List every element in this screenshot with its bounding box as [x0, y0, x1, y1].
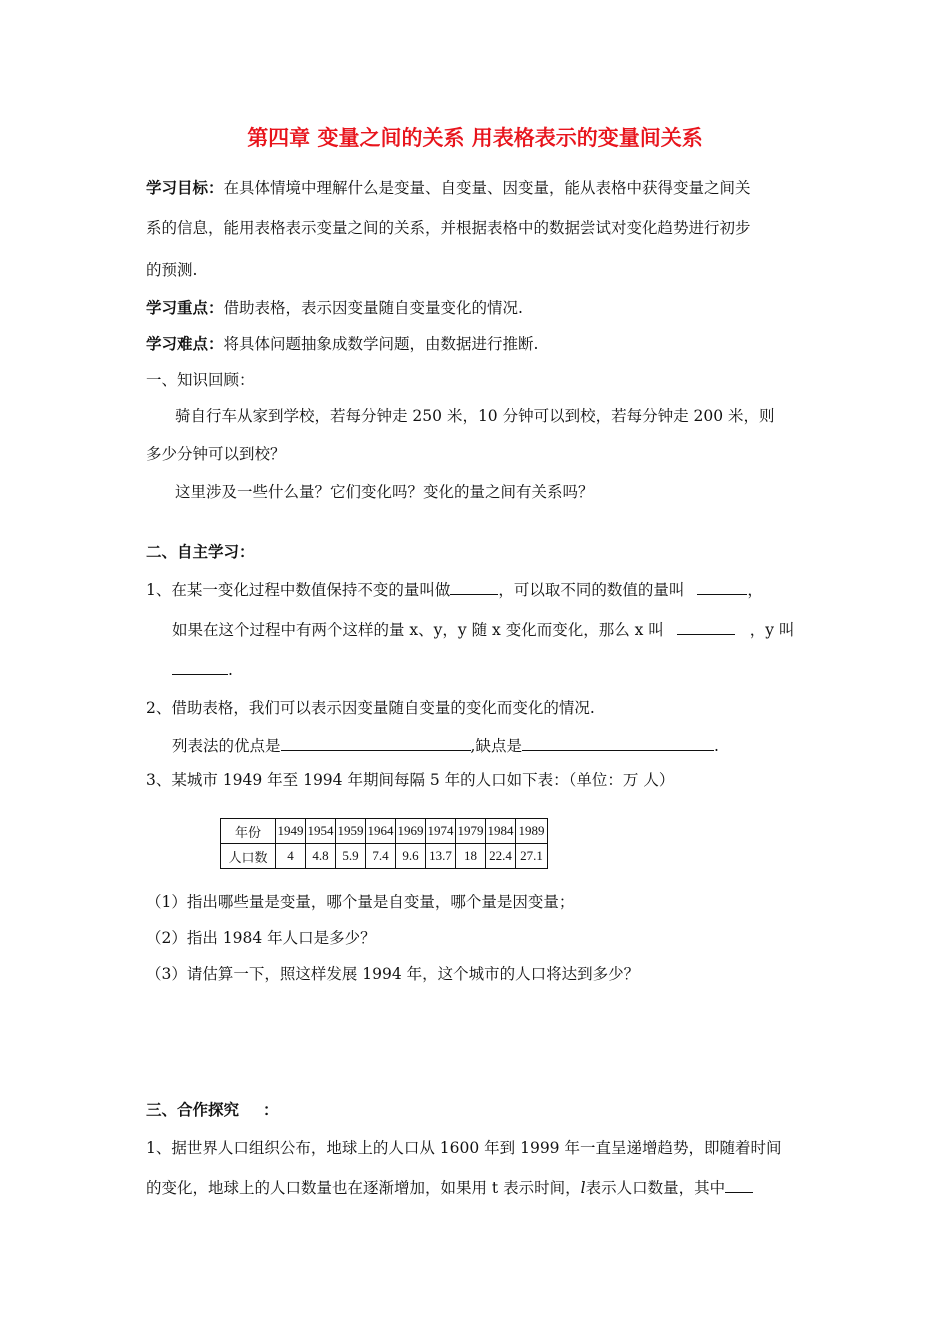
key-point-label: 学习重点：	[146, 299, 224, 317]
table-cell: 1989	[516, 819, 548, 844]
table-cell: 1964	[366, 819, 396, 844]
question-2: 2、借助表格，我们可以表示因变量随自变量的变化而变化的情况.	[146, 699, 595, 717]
table-cell: 22.4	[486, 844, 516, 869]
table-cell: 27.1	[516, 844, 548, 869]
q2-disadvantage-blank[interactable]	[522, 736, 714, 751]
question-1-line2	[172, 618, 794, 640]
sub-question-2: （2）指出 1984 年人口是多少？	[146, 929, 376, 947]
coop-line2	[146, 1176, 753, 1198]
sub-question-1: （1）指出哪些量是变量，哪个量是自变量，哪个量是因变量；	[146, 893, 575, 911]
coop-heading	[146, 1098, 279, 1120]
coop-heading-text: 三、合作探究	[146, 1101, 240, 1119]
question-2-line2	[172, 734, 719, 756]
table-cell: 18	[456, 844, 486, 869]
table-row-years	[221, 819, 548, 844]
self-study-heading: 二、自主学习：	[146, 543, 255, 561]
q1-blank-2[interactable]	[697, 580, 747, 595]
table-cell: 1954	[306, 819, 336, 844]
review-p1-line1: 骑自行车从家到学校，若每分钟走 250 米，10 分钟可以到校，若每分钟走 200 米，则	[175, 407, 775, 425]
population-table	[220, 818, 548, 869]
q1-part-d: 如果在这个过程中有两个这样的量 x、y，y 随 x 变化而变化，那么 x 叫	[172, 621, 664, 639]
table-cell: 1974	[426, 819, 456, 844]
table-cell: 9.6	[396, 844, 426, 869]
table-cell: 7.4	[366, 844, 396, 869]
table-cell: 4	[276, 844, 306, 869]
key-point-text: 借助表格，表示因变量随自变量变化的情况.	[223, 299, 523, 317]
q1-part-f: .	[228, 661, 233, 679]
question-3: 3、某城市 1949 年至 1994 年期间每隔 5 年的人口如下表：（单位：万 人）	[146, 771, 675, 789]
q1-part-c: ，	[747, 581, 763, 599]
q1-part-e: ，y 叫	[749, 621, 795, 639]
table-cell: 1969	[396, 819, 426, 844]
learning-goals-line1: 在具体情境中理解什么是变量、自变量、因变量，能从表格中获得变量之间关	[223, 179, 751, 197]
sub-question-3: （3）请估算一下，照这样发展 1994 年，这个城市的人口将达到多少？	[146, 965, 640, 983]
q2-advantage-label: 列表法的优点是	[172, 737, 281, 755]
review-heading: 一、知识回顾：	[146, 371, 255, 389]
review-p1-line2: 多少分钟可以到校？	[146, 445, 286, 463]
review-p2: 这里涉及一些什么量？它们变化吗？变化的量之间有关系吗？	[175, 483, 594, 501]
question-1-line3	[172, 660, 233, 679]
q2-advantage-blank[interactable]	[281, 736, 471, 751]
difficulty-label: 学习难点：	[146, 335, 224, 353]
coop-line2-text: 的变化，地球上的人口数量也在逐渐增加，如果用 t 表示时间，	[146, 1179, 581, 1197]
q1-blank-3[interactable]	[677, 620, 735, 635]
table-cell: 1959	[336, 819, 366, 844]
learning-goals-label: 学习目标：	[146, 179, 224, 197]
table-header-population: 人口数	[221, 844, 276, 869]
q1-part-a: 1、在某一变化过程中数值保持不变的量叫做	[146, 581, 451, 599]
coop-line2-text-b: 表示人口数量，其中	[585, 1179, 726, 1197]
table-header-year: 年份	[221, 819, 276, 844]
page-title: 第四章 变量之间的关系 用表格表示的变量间关系	[247, 126, 703, 150]
table-cell: 1949	[276, 819, 306, 844]
q1-part-b: ，可以取不同的数值的量叫	[498, 581, 685, 599]
table-cell: 4.8	[306, 844, 336, 869]
coop-heading-colon: ：	[263, 1101, 279, 1119]
table-cell: 5.9	[336, 844, 366, 869]
q2-disadvantage-label: ,缺点是	[470, 737, 522, 755]
learning-goals-line2: 系的信息，能用表格表示变量之间的关系，并根据表格中的数据尝试对变化趋势进行初步	[146, 219, 751, 237]
q1-blank-1[interactable]	[450, 580, 498, 595]
key-point	[146, 296, 523, 318]
coop-line2-variable: l	[580, 1179, 586, 1197]
q1-blank-4[interactable]	[172, 660, 228, 675]
learning-goals	[146, 176, 751, 198]
question-1	[146, 578, 763, 600]
coop-blank-1[interactable]	[725, 1178, 753, 1193]
difficulty	[146, 332, 538, 354]
table-cell: 1979	[456, 819, 486, 844]
table-cell: 1984	[486, 819, 516, 844]
coop-line1: 1、据世界人口组织公布，地球上的人口从 1600 年到 1999 年一直呈递增趋势，即随着时间	[146, 1139, 782, 1157]
table-cell: 13.7	[426, 844, 456, 869]
table-row-population	[221, 844, 548, 869]
q2-end: .	[713, 737, 719, 755]
difficulty-text: 将具体问题抽象成数学问题，由数据进行推断.	[223, 335, 539, 353]
learning-goals-line3: 的预测.	[146, 261, 198, 279]
